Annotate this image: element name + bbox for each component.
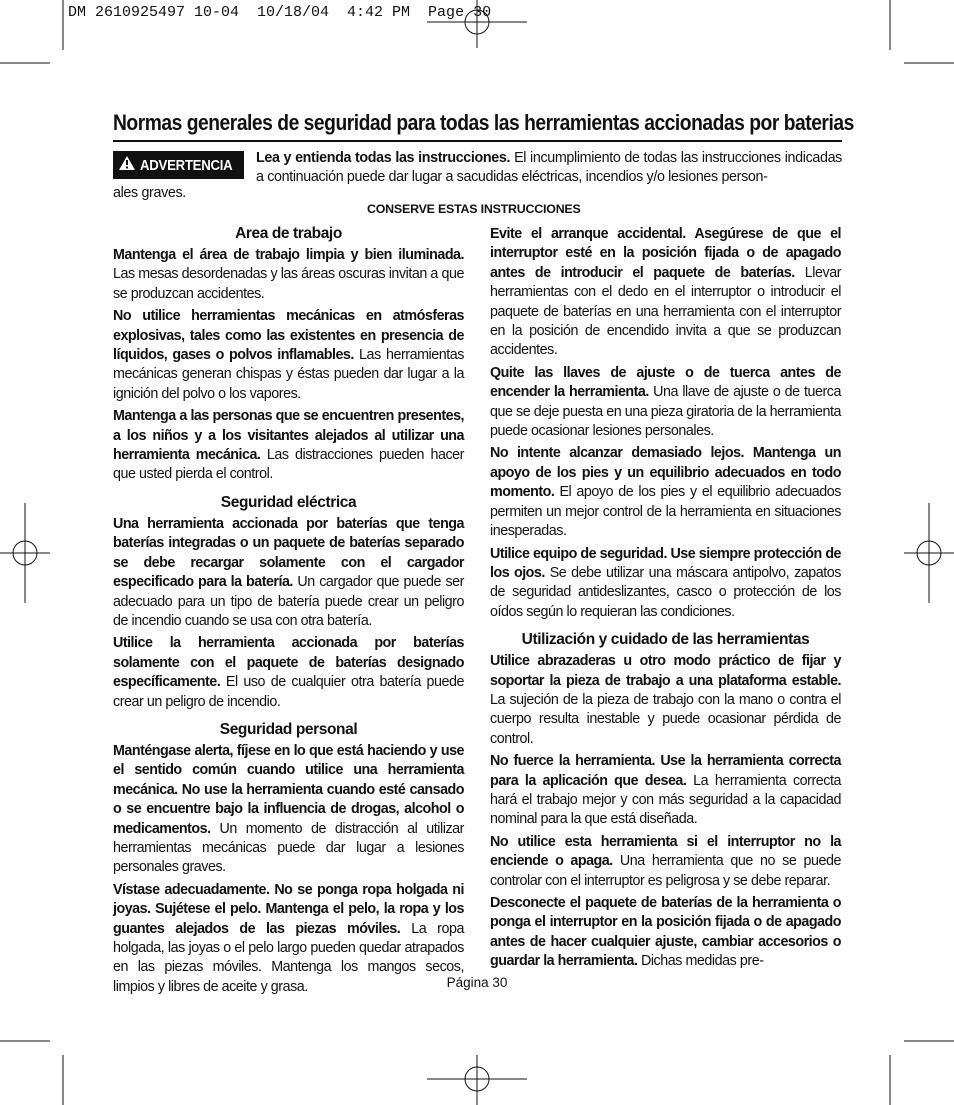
paragraph — [113, 307, 464, 404]
warning-badge — [113, 151, 244, 179]
paragraph — [490, 225, 841, 361]
paragraph-body: Un cargador que puede ser adecuado para un tipo de batería puede crear un peligro de incendio cuando se usa con otra batería. — [113, 574, 464, 629]
paragraph-lead: Quite las llaves de ajuste o de tuerca antes de encender la herramienta. — [490, 364, 841, 401]
warning-triangle-icon — [119, 156, 135, 174]
warning-lead: Lea y entienda todas las instrucciones. — [256, 150, 511, 166]
page-title: Normas generales de seguridad para todas las herramientas accionadas por baterias — [113, 110, 854, 135]
right-column — [490, 225, 841, 975]
paragraph-body: Una llave de ajuste o de tuerca que se deje puesta en una pieza giratoria de la herramienta puede ocasionar lesiones personales. — [490, 384, 841, 440]
warning-body: El incumplimiento de todas las instrucciones indicadas a continuación puede dar lugar a sacudidas eléctricas, incendios y/o lesiones person- — [256, 150, 842, 185]
paragraph-body: Un momento de distracción al utilizar herramientas mecánicas puede dar lugar a lesiones personales graves. — [113, 820, 464, 876]
paragraph — [113, 742, 464, 878]
left-column — [113, 224, 464, 1000]
paragraph-body: El apoyo de los pies y el equilibrio adecuados permiten un mejor control de la herramienta en situaciones inesperadas. — [490, 484, 841, 540]
page-number: Página 30 — [446, 975, 508, 990]
paragraph — [490, 545, 841, 623]
paragraph-lead: Manténgase alerta, fíjese en lo que está haciendo y use el sentido común cuando utilice una herramienta mecánica. No use la herramienta cuando esté cansado o se encuentre bajo la influencia de drogas, alcohol o medicamentos. — [113, 742, 464, 837]
paragraph-body: La ropa holgada, las joyas o el pelo largo pueden quedar atrapados en las piezas móviles. Mantenga los mangos secos, limpios y libres de aceite y grasa. — [113, 920, 464, 995]
conserve-heading: CONSERVE ESTAS INSTRUCCIONES — [367, 202, 581, 216]
paragraph-body: La sujeción de la pieza de trabajo con la mano o contra el cuerpo resulta inestable y puede ocasionar pérdida de control. — [490, 691, 841, 747]
paragraph-lead: No fuerce la herramienta. Use la herramienta correcta para la aplicación que desea. — [490, 753, 841, 789]
paragraph-lead: Utilice abrazaderas u otro modo práctico de fijar y soportar la pieza de trabajo a una plataforma estable. — [490, 653, 841, 689]
paragraph-lead: Vístase adecuadamente. No se ponga ropa holgada ni joyas. Sujétese el pelo. Mantenga el pelo, la ropa y los guantes alejados de las piezas móviles. — [113, 881, 464, 937]
paragraph-body: Las herramientas mecánicas generan chispas y éstas pueden dar lugar a la ignición del polvo o los vapores. — [113, 347, 464, 402]
paragraph-lead: No utilice herramientas mecánicas en atmósferas explosivas, tales como las existentes en presencia de líquidos, gases o polvos inflamables. — [113, 308, 464, 364]
paragraph-body: Llevar herramientas con el dedo en el interruptor o introducir el paquete de baterías en una herramienta con el interruptor en la posición de encendido invita a que se produzcan accidentes. — [490, 264, 842, 359]
paragraph-body: Una herramienta que no se puede controlar con el interruptor es peligrosa y se debe reparar. — [490, 853, 842, 889]
paragraph — [490, 444, 841, 541]
paragraph-body: Se debe utilizar una máscara antipolvo, zapatos de seguridad antideslizantes, casco o protección de los oídos según lo requieran las condiciones. — [490, 564, 841, 620]
paragraph — [113, 515, 464, 631]
paragraph-body: Dichas medidas pre- — [637, 953, 764, 970]
paragraph — [490, 652, 841, 749]
paragraph-body: La herramienta correcta hará el trabajo mejor y con más seguridad a la capacidad nominal para la que está diseñada. — [490, 772, 841, 828]
paragraph — [490, 752, 841, 830]
paragraph-lead: Mantenga a las personas que se encuentren presentes, a los niños y a los visitantes alejados al utilizar una herramienta mecánica. — [113, 408, 464, 464]
warning-text — [256, 149, 842, 187]
paragraph — [490, 894, 841, 972]
paragraph — [113, 246, 464, 304]
section-title-tool-use: Utilización y cuidado de las herramientas — [521, 631, 810, 649]
paragraph-lead: Utilice equipo de seguridad. Use siempre protección de los ojos. — [490, 545, 841, 581]
paragraph-lead: No intente alcanzar demasiado lejos. Mantenga un apoyo de los pies y un equilibrio adecuados en todo momento. — [490, 445, 841, 501]
paragraph-lead: Desconecte el paquete de baterías de la herramienta o ponga el interruptor en la posición fijada o de apagado antes de hacer cualquier ajuste, cambiar accesorios o guardar la herramienta. — [490, 895, 841, 970]
paragraph-body: Las mesas desordenadas y las áreas oscuras invitan a que se produzcan accidentes. — [113, 266, 464, 302]
paragraph — [113, 634, 464, 712]
section-title-personal: Seguridad personal — [219, 720, 358, 738]
warning-badge-label: ADVERTENCIA — [140, 156, 233, 174]
paragraph — [490, 833, 841, 891]
paragraph — [490, 364, 841, 442]
paragraph — [113, 407, 464, 485]
paragraph-lead: Evite el arranque accidental. Asegúrese de que el interruptor esté en la posición fijada o de apagado antes de introducir el paquete de baterías. — [490, 226, 841, 281]
title-rule — [113, 140, 842, 142]
paragraph-body: Las distracciones pueden hacer que usted pierda el control. — [113, 447, 464, 483]
paragraph-lead: Una herramienta accionada por baterías que tenga baterías integradas o un paquete de baterías separado se debe recargar solamente con el cargador especificado para la batería. — [113, 515, 464, 591]
paragraph-body: El uso de cualquier otra batería puede crear un peligro de incendio. — [113, 674, 464, 710]
warning-tail: ales graves. — [113, 185, 186, 201]
print-slug: DM 2610925497 10-04 10/18/04 4:42 PM Page 30 — [68, 4, 492, 21]
paragraph-lead: Utilice la herramienta accionada por baterías solamente con el paquete de baterías designado específicamente. — [113, 635, 464, 691]
paragraph-lead: Mantenga el área de trabajo limpia y bien iluminada. — [113, 247, 464, 263]
paragraph-lead: No utilice esta herramienta si el interruptor no la enciende o apaga. — [490, 833, 841, 870]
section-title-area: Area de trabajo — [235, 225, 342, 242]
section-title-electrical: Seguridad eléctrica — [220, 493, 357, 511]
